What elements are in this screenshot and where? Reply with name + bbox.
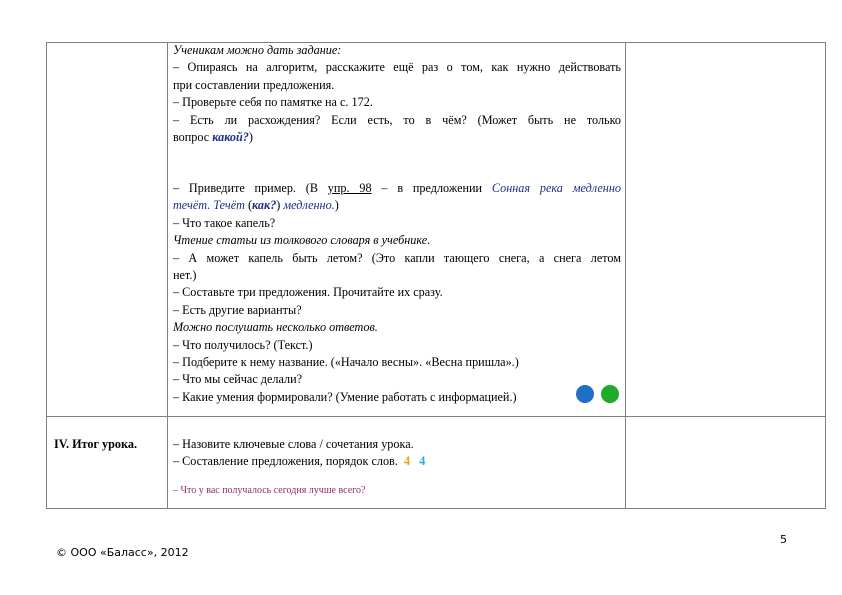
question-word: какой? <box>212 130 249 145</box>
text-span: – в предложении <box>371 181 492 195</box>
line-skills: – Какие умения формировали? (Умение работать с информацией.) <box>173 389 517 404</box>
line-variants: – Есть другие варианты? <box>173 302 302 317</box>
text-span: ( <box>244 198 253 213</box>
line-kapel: – Что такое капель? <box>173 215 276 230</box>
task-line-1b: при составлении предложения. <box>173 77 335 92</box>
footer-copyright: © ООО «Баласс», 2012 <box>56 546 189 559</box>
row2-content <box>173 436 621 471</box>
example-word: медленно. <box>283 198 335 213</box>
number-orange: 4 <box>403 454 411 469</box>
text-span: ) <box>276 198 284 213</box>
exercise-link[interactable]: упр. 98 <box>327 181 372 195</box>
text-span: вопрос <box>173 130 213 145</box>
text-span: ) <box>248 130 253 145</box>
text-span: ) <box>334 198 339 213</box>
line-answers: Можно послушать несколько ответов. <box>173 320 378 335</box>
blue-circle-icon <box>576 385 594 403</box>
example-line-a <box>173 180 621 197</box>
line-summer-a: – А может капель быть летом? (Это капли тающего снега, а снега летом <box>173 250 621 265</box>
task-line-3b <box>173 129 621 146</box>
line-summer-b: нет.) <box>173 268 197 283</box>
table-right-border <box>825 42 826 509</box>
question-kak: как? <box>252 198 277 213</box>
row1-content-example <box>173 180 621 406</box>
task-intro: Ученикам можно дать задание: <box>173 43 342 57</box>
summary-line-2 <box>173 453 621 470</box>
summary-line-1: – Назовите ключевые слова / сочетания урока. <box>173 437 414 451</box>
text-span: – Приведите пример. (В <box>173 181 328 195</box>
task-line-2: – Проверьте себя по памятке на с. 172. <box>173 95 373 110</box>
summary-question: – Что у вас получалось сегодня лучше всего? <box>173 485 366 496</box>
stage-title: IV. Итог урока. <box>54 437 137 451</box>
line-dictionary: Чтение статьи из толкового словаря в учебнике. <box>173 233 431 248</box>
green-circle-icon <box>601 385 619 403</box>
text-span: – Составление предложения, порядок слов. <box>173 454 398 469</box>
row1-content <box>173 42 621 146</box>
table-col-divider-2 <box>625 42 626 509</box>
example-sentence-2: течёт. Течёт <box>173 198 245 213</box>
line-result: – Что получилось? (Текст.) <box>173 337 313 352</box>
page-number: 5 <box>780 533 787 546</box>
line-what-did: – Что мы сейчас делали? <box>173 372 303 387</box>
example-sentence-1: Сонная река медленно <box>491 181 621 195</box>
task-line-3a: – Есть ли расхождения? Если есть, то в чём? (Может быть не только <box>173 112 621 127</box>
line-three-sentences: – Составьте три предложения. Прочитайте их сразу. <box>173 285 443 300</box>
task-line-1a: – Опираясь на алгоритм, расскажите ещё раз о том, как нужно действовать <box>173 60 621 75</box>
table-bottom-border <box>46 508 826 509</box>
number-blue: 4 <box>419 454 426 469</box>
line-title: – Подберите к нему название. («Начало весны». «Весна пришла».) <box>173 355 519 370</box>
table-row-divider <box>46 416 826 417</box>
example-line-b <box>173 197 621 214</box>
table-col-divider-1 <box>167 42 168 509</box>
table-left-border <box>46 42 47 509</box>
